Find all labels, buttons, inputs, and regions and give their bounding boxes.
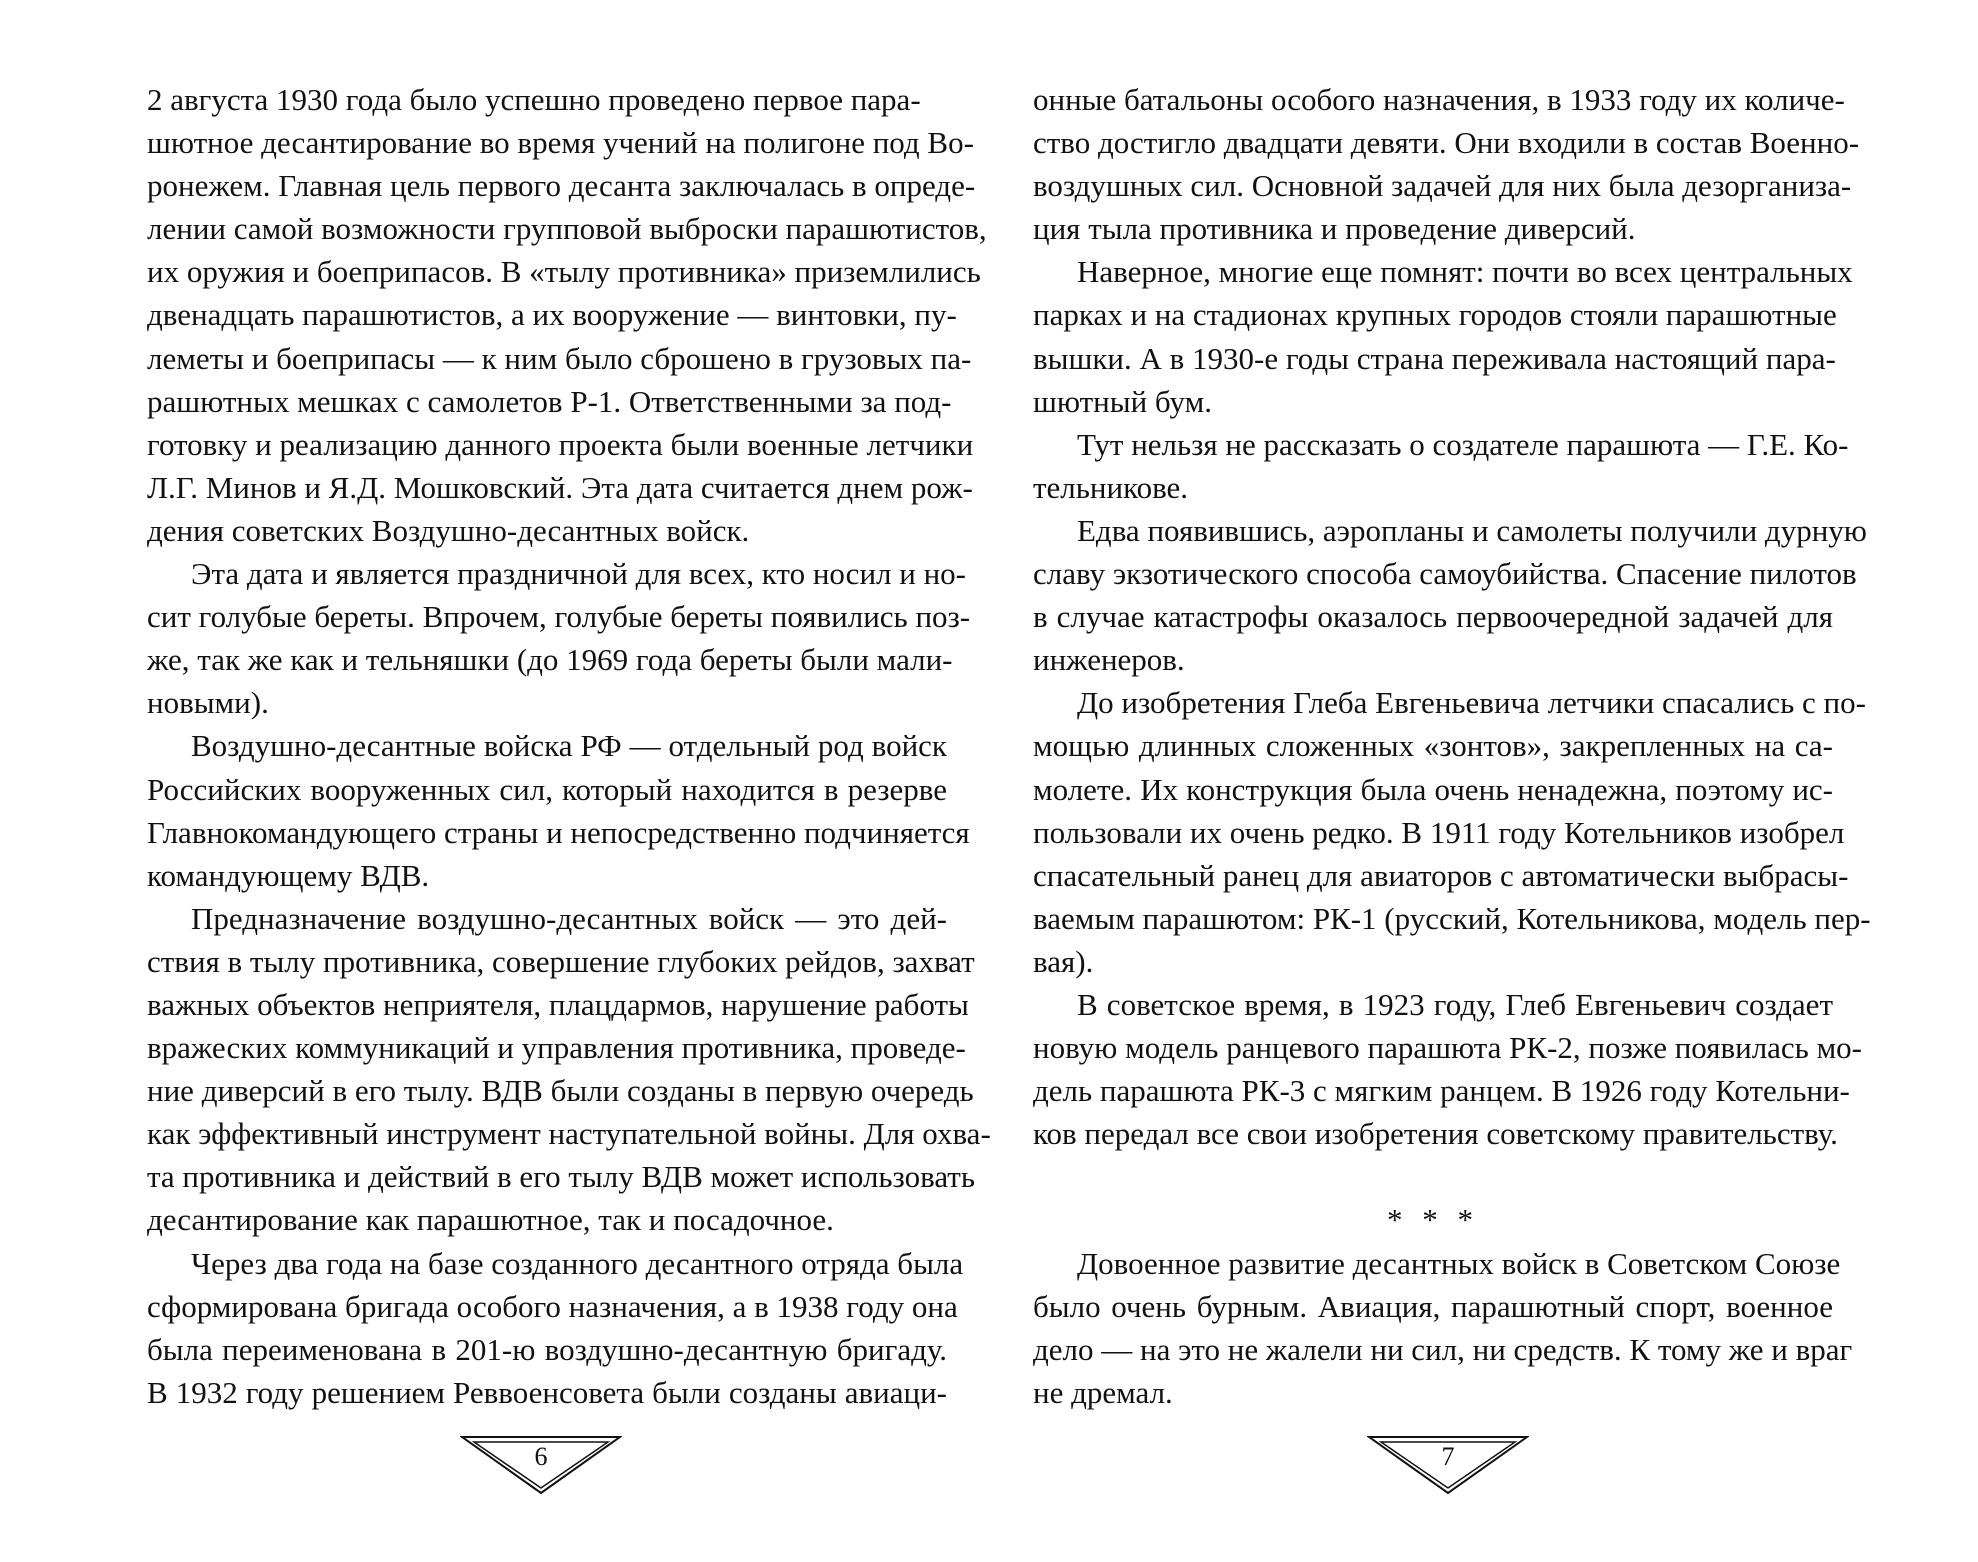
text-line: парках и на стадионах крупных городов стояли парашютные xyxy=(1033,297,1837,333)
text-line: та противника и действий в его тылу ВДВ может использовать xyxy=(147,1159,975,1195)
text-line: вражеских коммуникаций и управления противника, проведе- xyxy=(147,1030,966,1066)
text-line: Едва появившись, аэропланы и самолеты получили дурную xyxy=(1077,512,1867,548)
text-line: шютное десантирование во время учений на полигоне под Во- xyxy=(147,125,974,161)
page-number-marker xyxy=(1367,1434,1529,1496)
text-line: новую модель ранцевого парашюта РК-2, позже появилась мо- xyxy=(1033,1030,1863,1066)
text-line: инженеров. xyxy=(1033,642,1185,678)
text-line: было очень бурным. Авиация, парашютный спорт, военное xyxy=(1033,1288,1833,1324)
text-line: ние диверсий в его тылу. ВДВ были созданы в первую очередь xyxy=(147,1073,974,1109)
blank-line xyxy=(1033,1155,1833,1198)
text-line: ков передал все свои изобретения советскому правительству. xyxy=(1033,1116,1838,1152)
text-line: их оружия и боеприпасов. В «тылу противника» приземлились xyxy=(147,254,981,290)
text-line: Главнокомандующего страны и непосредственно подчиняется xyxy=(147,814,970,850)
text-line: дения советских Воздушно-десантных войск. xyxy=(147,512,750,548)
text-line: как эффективный инструмент наступательной войны. Для охва- xyxy=(147,1116,991,1152)
text-line: дело — на это не жалели ни сил, ни средств. К тому же и враг xyxy=(1033,1331,1853,1367)
text-line: шютный бум. xyxy=(1033,383,1212,419)
text-line: Тут нельзя не рассказать о создателе парашюта — Г.Е. Ко- xyxy=(1077,426,1849,462)
text-line: двенадцать парашютистов, а их вооружение — винтовки, пу- xyxy=(147,297,957,333)
text-line: важных объектов неприятеля, плацдармов, нарушение работы xyxy=(147,986,969,1022)
text-line: готовку и реализацию данного проекта были военные летчики xyxy=(147,426,974,462)
text-line: В 1932 году решением Реввоенсовета были созданы авиаци- xyxy=(147,1374,947,1410)
text-line: ствия в тылу противника, совершение глубоких рейдов, захват xyxy=(147,943,975,979)
section-separator: * * * xyxy=(1387,1202,1479,1238)
text-line: Наверное, многие еще помнят: почти во всех центральных xyxy=(1077,254,1853,290)
text-line: ция тыла противника и проведение диверсий. xyxy=(1033,211,1636,247)
text-line: десантирование как парашютное, так и посадочное. xyxy=(147,1202,834,1238)
text-line: воздушных сил. Основной задачей для них была дезорганиза- xyxy=(1033,168,1852,204)
text-line: сит голубые береты. Впрочем, голубые береты появились поз- xyxy=(147,599,971,635)
text-line: лении самой возможности групповой выброски парашютистов, xyxy=(147,211,987,247)
text-line: командующему ВДВ. xyxy=(147,857,430,893)
text-line: онные батальоны особого назначения, в 1933 году их количе- xyxy=(1033,82,1845,117)
right-page-text xyxy=(1033,78,1871,1414)
text-line: До изобретения Глеба Евгеньевича летчики спасались с по- xyxy=(1077,685,1866,721)
text-line: мощью длинных сложенных «зонтов», закрепленных на са- xyxy=(1033,728,1833,764)
text-line: молете. Их конструкция была очень ненадежна, поэтому ис- xyxy=(1033,771,1833,807)
text-line: вышки. А в 1930-е годы страна переживала настоящий пара- xyxy=(1033,340,1836,376)
text-line: славу экзотического способа самоубийства. Спасение пилотов xyxy=(1033,556,1857,592)
left-page-text xyxy=(147,78,991,1414)
text-line: Российских вооруженных сил, который находится в резерве xyxy=(147,771,947,807)
text-line: ство достигло двадцати девяти. Они входили в состав Военно- xyxy=(1033,125,1860,161)
text-line: Через два года на базе созданного десантного отряда была xyxy=(191,1245,964,1281)
text-line: Эта дата и является праздничной для всех, кто носил и но- xyxy=(191,556,966,592)
text-line: же, так же как и тельняшки (до 1969 года береты были мали- xyxy=(147,642,953,678)
text-line: Воздушно-десантные войска РФ — отдельный род войск xyxy=(191,728,947,764)
text-line: 2 августа 1930 года было успешно проведено первое пара- xyxy=(147,82,921,117)
text-line: новыми). xyxy=(147,685,269,721)
text-line: ваемым парашютом: РК-1 (русский, Котельникова, модель пер- xyxy=(1033,900,1871,936)
text-line: тельникове. xyxy=(1033,469,1189,505)
text-line: Л.Г. Минов и Я.Д. Мошковский. Эта дата считается днем рож- xyxy=(147,469,973,505)
text-line: дель парашюта РК-3 с мягким ранцем. В 1926 году Котельни- xyxy=(1033,1073,1850,1109)
text-line: леметы и боеприпасы — к ним было сброшено в грузовых па- xyxy=(147,340,972,376)
text-line: сформирована бригада особого назначения, а в 1938 году она xyxy=(147,1288,958,1324)
text-line: рашютных мешках с самолетов Р-1. Ответственными за под- xyxy=(147,383,952,419)
page-number-marker xyxy=(460,1434,622,1496)
text-line: спасательный ранец для авиаторов с автоматически выбрасы- xyxy=(1033,857,1849,893)
text-line: ронежем. Главная цель первого десанта заключалась в опреде- xyxy=(147,168,976,204)
right-page xyxy=(989,0,1978,1562)
text-line: В советское время, в 1923 году, Глеб Евгеньевич создает xyxy=(1077,986,1833,1022)
text-line: Довоенное развитие десантных войск в Советском Союзе xyxy=(1077,1245,1841,1281)
text-line: Предназначение воздушно-десантных войск — это дей- xyxy=(191,900,947,936)
page-number: 6 xyxy=(534,1442,548,1471)
text-line: в случае катастрофы оказалось первоочередной задачей для xyxy=(1033,599,1833,635)
text-line: не дремал. xyxy=(1033,1374,1173,1410)
text-line: пользовали их очень редко. В 1911 году Котельников изобрел xyxy=(1033,814,1845,850)
page-number: 7 xyxy=(1441,1442,1455,1471)
text-line: была переименована в 201-ю воздушно-десантную бригаду. xyxy=(147,1331,947,1367)
text-line: вая). xyxy=(1033,943,1094,979)
